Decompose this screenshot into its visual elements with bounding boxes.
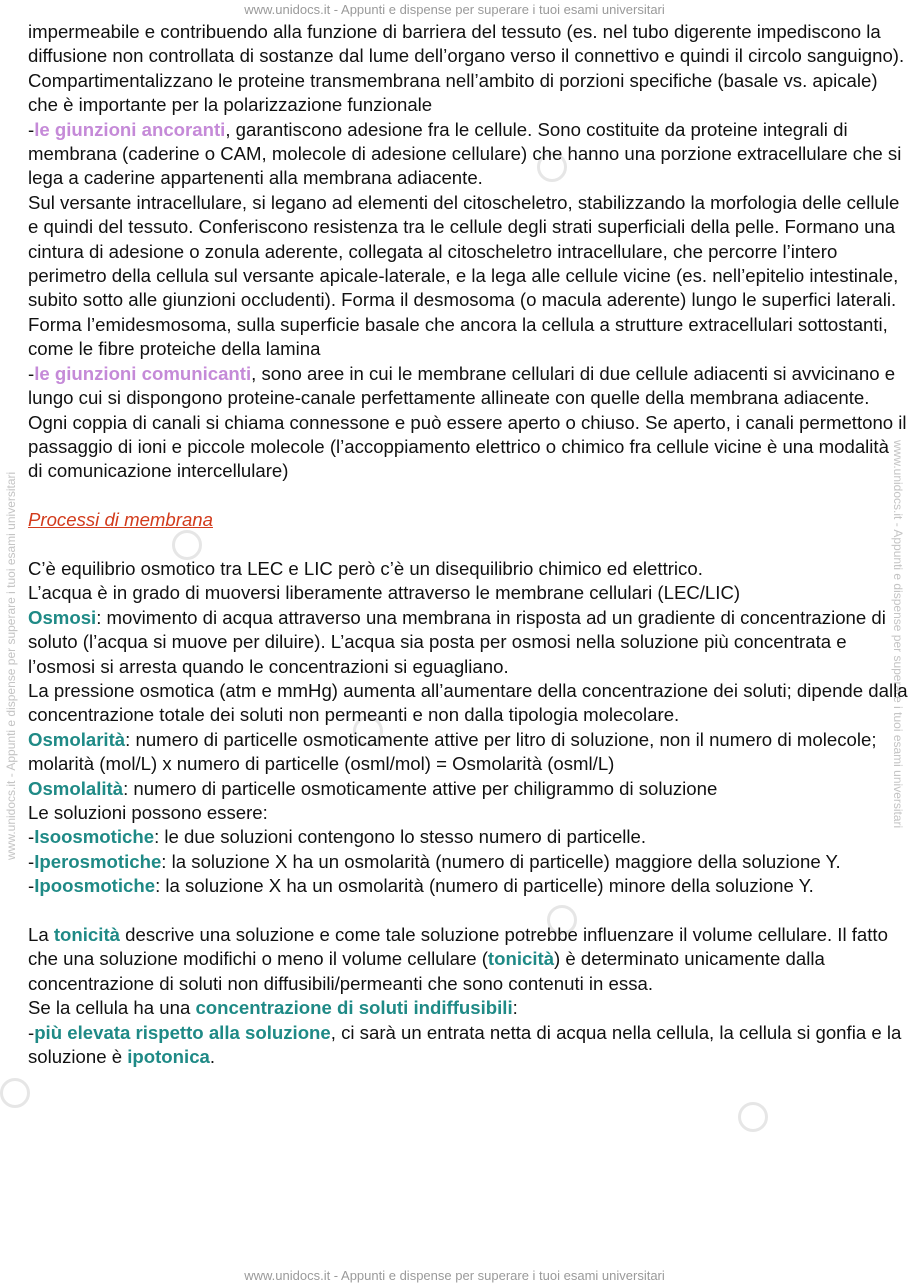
term-concentrazione-soluti: concentrazione di soluti indiffusibili <box>195 997 513 1019</box>
watermark-bottom: www.unidocs.it - Appunti e dispense per superare i tuoi esami universitari <box>244 1268 665 1283</box>
paragraph-concentrazione: Se la cellula ha una concentrazione di soluti indiffusibili: <box>28 997 518 1019</box>
term-tonicita-2: tonicità <box>487 948 555 970</box>
paragraph-soluzioni: Le soluzioni possono essere: <box>28 801 268 823</box>
paragraph-acqua: L’acqua è in grado di muoversi liberamente attraverso le membrane cellulari (LEC/LIC) <box>28 582 741 604</box>
term-osmosi: Osmosi <box>28 606 97 628</box>
list-item-isoosmotiche: -Isoosmotiche: le due soluzioni contengono lo stesso numero di particelle. <box>28 826 647 848</box>
term-osmolarita: Osmolarità <box>28 728 126 750</box>
paragraph-osmolarita: Osmolarità: numero di particelle osmoticamente attive per litro di soluzione, non il numero di molecole; molarità (mol/L) x numero di particelle (osml/mol) = Osmolarità (osml/L) <box>28 728 877 775</box>
paragraph-giunzioni-comunicanti: -le giunzioni comunicanti, sono aree in cui le membrane cellulari di due cellule adiacenti si avvicinano e lungo cui si dispongono proteine-canale perfettamente allineate con quelle della membrana adiacente. Ogni coppia di canali si chiama connessone e può essere aperto o chiuso. Se aperto, i canali permettono il passaggio di ioni e piccole molecole (l’accoppiamento elettrico o chimico fra cellule vicine è una modalità di comunicazione intercellulare) <box>28 362 907 482</box>
term-osmolalita: Osmolalità <box>28 777 124 799</box>
watermark-right: www.unidocs.it - Appunti e dispense per superare i tuoi esami universitari <box>891 440 905 829</box>
term-ipoosmotiche: Ipoosmotiche <box>34 875 156 897</box>
watermark-top: www.unidocs.it - Appunti e dispense per superare i tuoi esami universitari <box>244 2 665 17</box>
paragraph-tonicita: La tonicità descrive una soluzione e come tale soluzione potrebbe influenzare il volume cellulare. Il fatto che una soluzione modifichi o meno il volume cellulare (tonicità) è determinato unicamente dalla concentrazione di soluti non diffusibili/permeanti che sono contenuti in essa. <box>28 923 888 994</box>
paragraph-equilibrio: C’è equilibrio osmotico tra LEC e LIC però c’è un disequilibrio chimico ed elettrico. <box>28 557 703 579</box>
term-iperosmotiche: Iperosmotiche <box>34 850 162 872</box>
paragraph-giunzioni-ancoranti: -le giunzioni ancoranti, garantiscono adesione fra le cellule. Sono costituite da proteine integrali di membrana (caderine o CAM, molecole di adesione cellulare) che hanno una porzione extracellulare che si lega a caderine appartenenti alla membrana adiacente. <box>28 118 902 189</box>
paragraph-versante-intracellulare: Sul versante intracellulare, si legano ad elementi del citoscheletro, stabilizzando la morfologia delle cellule e quindi del tessuto. Conferiscono resistenza tra le cellule degli strati superficiali della pelle. Formano una cintura di adesione o zonula aderente, collegata al citoscheletro intracellulare, che percorre l’intero perimetro della cellula sul versante apicale-laterale, e la lega alle cellule vicine (es. nell’epitelio intestinale, subito sotto alle giunzioni occludenti). Forma il desmosoma (o macula aderente) lungo le superfici laterali. <box>28 191 900 311</box>
watermark-logo-icon <box>738 1102 768 1132</box>
section-heading: Processi di membrana <box>28 509 213 531</box>
term-tonicita: tonicità <box>53 923 120 945</box>
paragraph-pressione-osmotica: La pressione osmotica (atm e mmHg) aumenta all’aumentare della concentrazione dei soluti; dipende dalla concentrazione totale dei soluti non permeanti e non dalla tipologia molecolare. <box>28 679 908 726</box>
paragraph-osmosi: Osmosi: movimento di acqua attraverso una membrana in risposta ad un gradiente di concentrazione di soluto (l’acqua si muove per diluire). L’acqua sia posta per osmosi nella soluzione più concentrata e l’osmosi si arresta quando le concentrazioni si eguagliano. <box>28 606 886 677</box>
list-item-piu-elevata: -più elevata rispetto alla soluzione, ci sarà un entrata netta di acqua nella cellula, la cellula si gonfia e la soluzione è ipotonica. <box>28 1021 902 1068</box>
paragraph-barriera: impermeabile e contribuendo alla funzione di barriera del tessuto (es. nel tubo digerente impediscono la diffusione non controllata di sostanze dal lume dell’organo verso il connettivo e quindi il circolo sanguigno). Compartimentalizzano le proteine transmembrana nell’ambito di porzioni specifiche (basale vs. apicale) che è importante per la polarizzazione funzionale <box>28 21 905 116</box>
list-item-ipoosmotiche: -Ipoosmotiche: la soluzione X ha un osmolarità (numero di particelle) minore della soluzione Y. <box>28 875 814 897</box>
term-ipotonica: ipotonica <box>127 1046 210 1068</box>
watermark-logo-icon <box>0 1078 30 1108</box>
term-piu-elevata: più elevata rispetto alla soluzione <box>34 1021 331 1043</box>
term-giunzioni-comunicanti: le giunzioni comunicanti <box>34 362 252 384</box>
paragraph-osmolalita: Osmolalità: numero di particelle osmoticamente attive per chiligrammo di soluzione <box>28 777 718 799</box>
term-isoosmotiche: Isoosmotiche <box>34 826 155 848</box>
watermark-left: www.unidocs.it - Appunti e dispense per superare i tuoi esami universitari <box>4 471 18 860</box>
document-body <box>28 20 908 1069</box>
list-item-iperosmotiche: -Iperosmotiche: la soluzione X ha un osmolarità (numero di particelle) maggiore della soluzione Y. <box>28 850 841 872</box>
term-giunzioni-ancoranti: le giunzioni ancoranti <box>34 118 226 140</box>
paragraph-emidesmosoma: Forma l’emidesmosoma, sulla superficie basale che ancora la cellula a strutture extracellulari sottostanti, come le fibre proteiche della lamina <box>28 313 888 360</box>
